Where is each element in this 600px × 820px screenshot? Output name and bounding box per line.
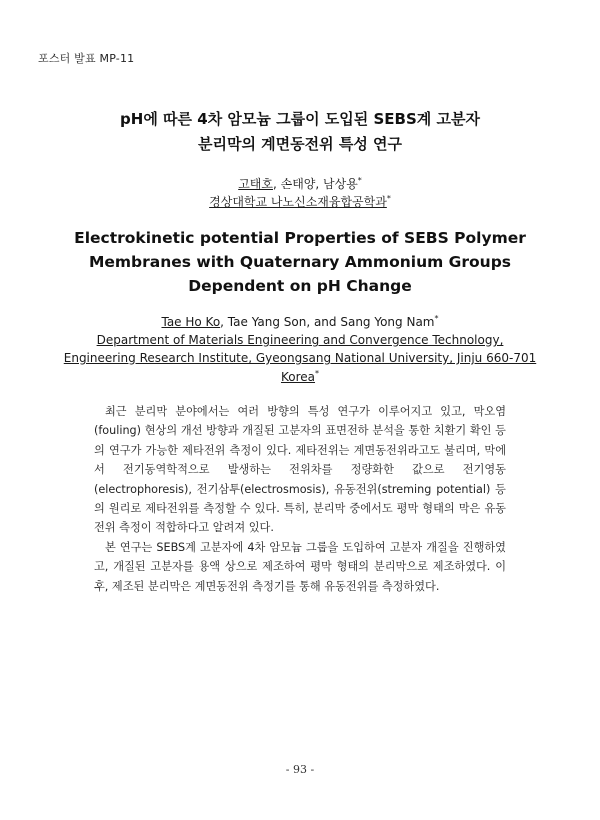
korean-author-mark: * — [357, 176, 362, 185]
korean-affiliation-text: 경상대학교 나노신소재융합공학과 — [209, 195, 387, 209]
english-authors — [0, 314, 600, 329]
abstract-paragraph-2: 본 연구는 SEBS계 고분자에 4차 암모늄 그룹을 도입하여 고분자 개질을 진행하였고, 개질된 고분자를 용액 상으로 제조하여 평막 형태의 분리막으로 제조하였다. 이후, 제조된 분리막은 계면동전위 측정기를 통해 유동전위를 측정하였다. — [94, 540, 506, 593]
korean-title-line-1: pH에 따른 4차 암모늄 그룹이 도입된 SEBS계 고분자 — [120, 110, 480, 128]
korean-presenting-author: 고태호 — [238, 177, 273, 191]
korean-affiliation — [0, 193, 600, 210]
english-title-line-3: Dependent on pH Change — [188, 277, 412, 295]
english-affiliation-line-3: Korea* — [280, 369, 320, 384]
english-title-line-1: Electrokinetic potential Properties of SEBS Polymer — [74, 229, 526, 247]
english-author-mark: * — [434, 314, 439, 323]
korean-title-line-2: 분리막의 계면동전위 특성 연구 — [197, 135, 403, 153]
english-coauthors: , Tae Yang Son, and Sang Yong Nam — [220, 315, 435, 329]
korean-authors — [0, 175, 600, 192]
korean-affiliation-mark: * — [386, 194, 391, 203]
english-affiliation-mark: * — [315, 369, 320, 378]
abstract-paragraph-1: 최근 분리막 분야에서는 여러 방향의 특성 연구가 이루어지고 있고, 막오염(fouling) 현상의 개선 방향과 개질된 고분자의 표면전하 분석을 통한 치환기 확인 등의 연구가 가능한 제타전위 측정이 있다. 제타전위는 계면동전위라고도 불리며, 막에서 전기동역학적으로 발생하는 전위차를 정량화한 값으로 전기영동(electrophoresis), 전기삼투(electrosmosis), 유동전위(streming potential) 등의 원리로 제타전위를 측정할 수 있다. 특히, 분리막 중에서도 평막 형태의 막은 유동전위 측정이 적합하다고 알려져 있다. — [94, 405, 506, 535]
abstract-body — [94, 402, 506, 596]
english-affiliation-line-2: Engineering Research Institute, Gyeongsang National University, Jinju 660-701 — [63, 351, 537, 365]
korean-coauthors: , 손태양, 남상용 — [272, 177, 358, 191]
english-affiliation-line-1: Department of Materials Engineering and Convergence Technology, — [96, 333, 504, 347]
page-number: - 93 - — [285, 763, 315, 776]
session-label: 포스터 발표 MP-11 — [38, 52, 135, 65]
english-presenting-author: Tae Ho Ko — [161, 315, 221, 329]
english-title-line-2: Membranes with Quaternary Ammonium Groups — [88, 253, 512, 271]
